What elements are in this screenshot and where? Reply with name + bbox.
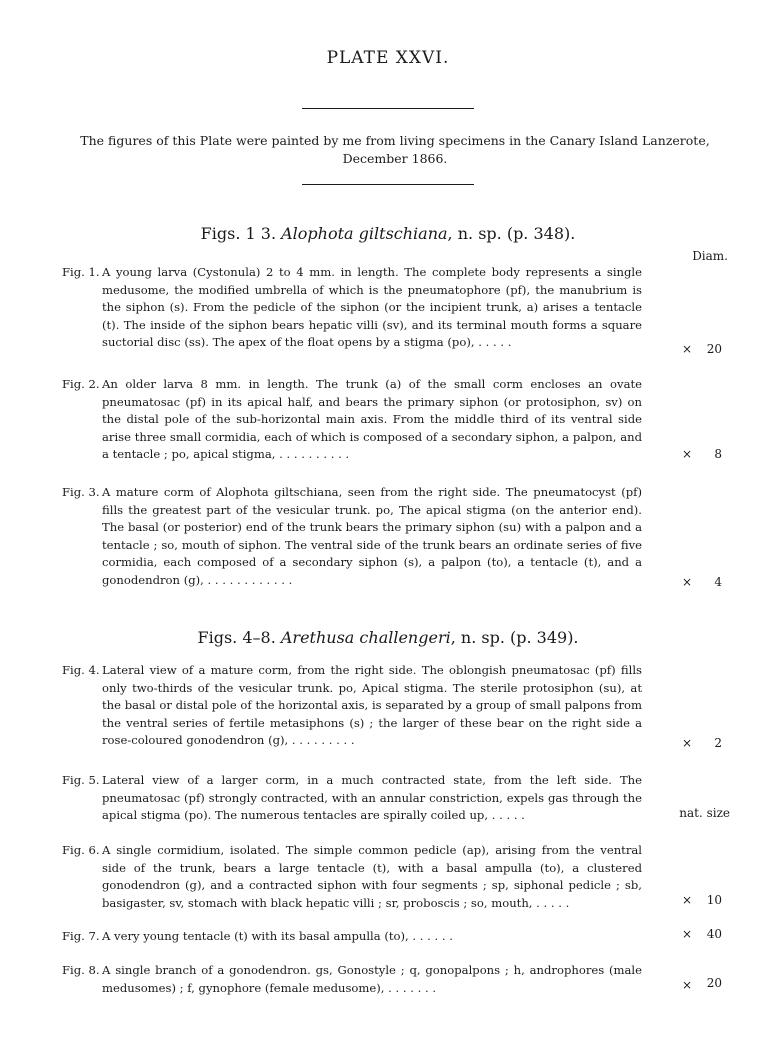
section-heading-prefix: Figs. 4–8. (197, 628, 276, 647)
intro-text: The figures of this Plate were painted by me from living specimens in the Canary Island Lanzerote, December 1866. (80, 133, 710, 166)
magnification-value: nat. size (679, 806, 730, 820)
figure-caption: A young larva (Cystonula) 2 to 4 mm. in length. The complete body represents a single medusome, the modified umbrella of which is the pneumatophore (pf), the manubrium is the siphon (s). From the pedicle of the siphon (or the incipient trunk, a) arises a tentacle (t). The inside of the siphon bears hepatic villi (sv), and its terminal mouth forms a square suctorial disc (ss). The apex of the float opens by a stigma (po), . . . . . (102, 265, 642, 349)
figure-caption: A very young tentacle (t) with its basal ampulla (to), . . . . . . (102, 929, 453, 943)
figure-caption: An older larva 8 mm. in length. The trunk (a) of the small corm encloses an ovate pneumatosac (pf) in its apical half, and bears the primary siphon (or protosiphon, sv) on the distal pole of the sub-horizontal main axis. From the middle third of its ventral side arise three small cormidia, each of which is composed of a secondary siphon, a palpon, and a tentacle ; po, apical stigma, . . . . . . . . . . (102, 377, 642, 461)
figure-entry-6 (62, 842, 642, 912)
multiply-sign: × (682, 978, 693, 992)
magnification-value: 2 (714, 736, 722, 750)
figure-entry-3 (62, 484, 642, 589)
figure-caption: A single cormidium, isolated. The simple common pedicle (ap), arising from the ventral side of the trunk, bears a large tentacle (t), with a basal ampulla (to), a clustered gonodendron (g), and a contracted siphon with four segments ; sp, siphonal pedicle ; sb, basigaster, sv, stomach with black hepatic villi ; sr, proboscis ; so, mouth, . . . . . (102, 843, 642, 910)
magnification-value: 4 (714, 575, 722, 589)
figure-entry-4 (62, 662, 642, 750)
figure-entry-1 (62, 264, 642, 352)
magnification-value: 10 (706, 893, 722, 907)
magnification-value: 8 (714, 447, 722, 461)
section-heading-prefix: Figs. 1 3. (200, 224, 277, 243)
section-heading-arethusa (0, 628, 776, 647)
figure-label: Fig. 6. (62, 843, 100, 857)
divider-top (302, 108, 474, 109)
section-heading-suffix: , n. sp. (p. 349). (450, 628, 579, 647)
figure-entry-8 (62, 962, 642, 997)
figure-label: Fig. 7. (62, 929, 100, 943)
divider-bottom (302, 184, 474, 185)
species-name: Alophota giltschiana (281, 224, 448, 243)
figure-label: Fig. 3. (62, 485, 100, 499)
section-heading-alophota (0, 224, 776, 243)
figure-label: Fig. 8. (62, 963, 100, 977)
figure-label: Fig. 2. (62, 377, 100, 391)
magnification-value: 40 (706, 927, 722, 941)
multiply-sign: × (682, 893, 693, 907)
multiply-sign: × (682, 736, 693, 750)
multiply-sign: × (682, 927, 693, 941)
figure-entry-2 (62, 376, 642, 464)
magnification-value: 20 (706, 976, 722, 990)
multiply-sign: × (682, 575, 693, 589)
figure-caption: A single branch of a gonodendron. gs, Gonostyle ; q, gonopalpons ; h, androphores (male medusomes) ; f, gynophore (female medusome), . . . . . . . (102, 963, 642, 995)
figure-entry-7 (62, 928, 642, 946)
figure-label: Fig. 1. (62, 265, 100, 279)
figure-label: Fig. 4. (62, 663, 100, 677)
multiply-sign: × (682, 447, 693, 461)
section-heading-suffix: , n. sp. (p. 348). (447, 224, 576, 243)
figure-caption: Lateral view of a mature corm, from the right side. The oblongish pneumatosac (pf) fills only two-thirds of the vesicular trunk. po, Apical stigma. The sterile protosiphon (su), at the basal or distal pole of the horizontal axis, is separated by a group of small palpons from the ventral series of fertile metasiphons (s) ; the larger of these bear on the right side a rose-coloured gonodendron (g), . . . . . . . . . (102, 663, 642, 747)
magnification-value: 20 (706, 342, 722, 356)
figure-caption: A mature corm of Alophota giltschiana, seen from the right side. The pneumatocyst (pf) fills the greatest part of the vesicular trunk. po, The apical stigma (on the anterior end). The basal (or posterior) end of the trunk bears the primary siphon (su) with a palpon and a tentacle ; so, mouth of siphon. The ventral side of the trunk bears an ordinate series of five cormidia, each composed of a secondary siphon (s), a palpon (to), a tentacle (t), and a gonodendron (g), . . . . . . . . . . . . (102, 485, 642, 587)
multiply-sign: × (682, 342, 693, 356)
figure-caption: Lateral view of a larger corm, in a much contracted state, from the left side. The pneumatosac (pf) strongly contracted, with an annular constriction, expels gas through the apical stigma (po). The numerous tentacles are spirally coiled up, . . . . . (102, 773, 642, 822)
diameter-column-label: Diam. (692, 249, 728, 263)
species-name: Arethusa challengeri (280, 628, 451, 647)
figure-entry-5 (62, 772, 642, 825)
figure-label: Fig. 5. (62, 773, 100, 787)
plate-title: PLATE XXVI. (326, 48, 450, 68)
